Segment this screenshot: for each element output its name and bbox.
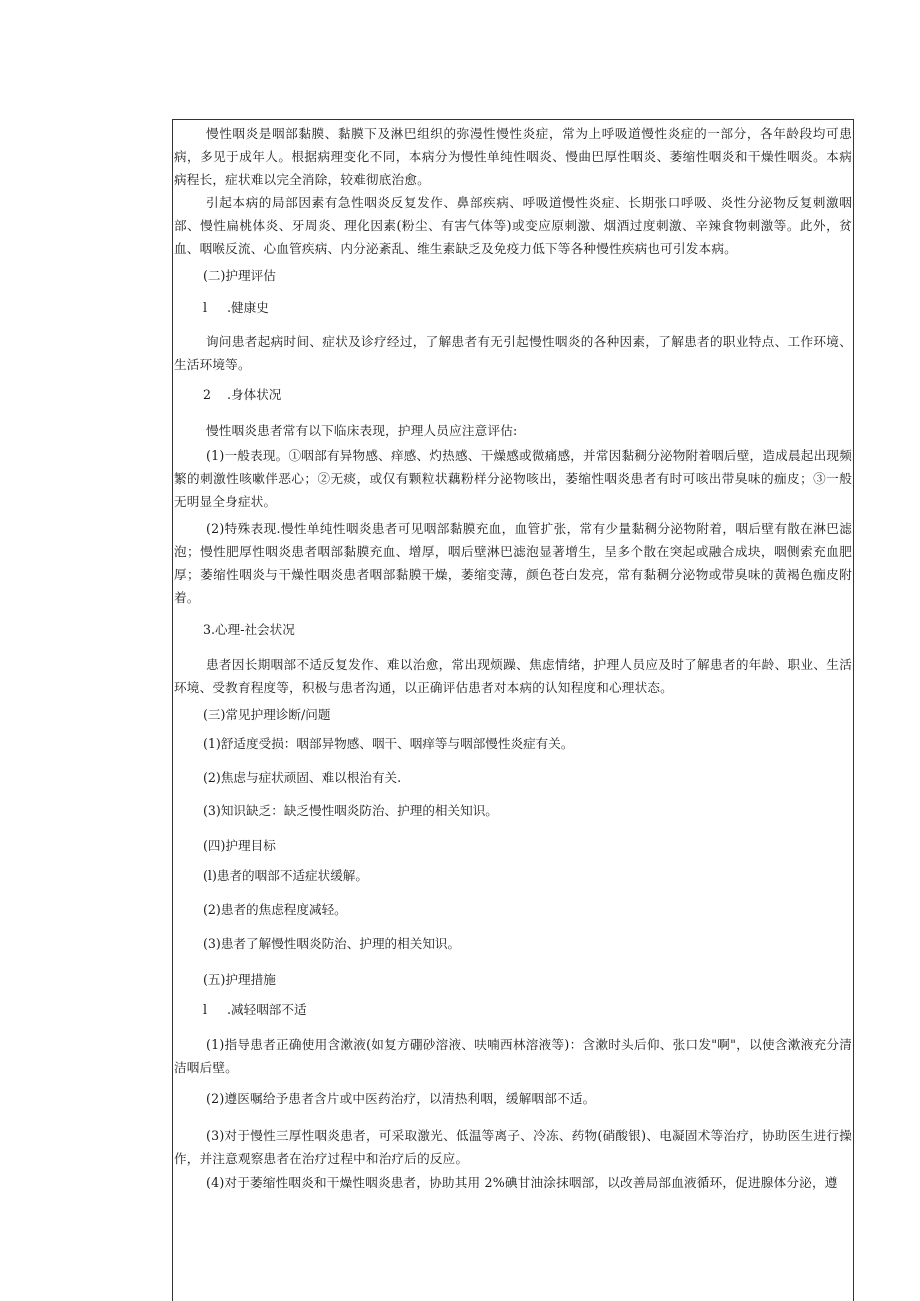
paragraph-intro: 慢性咽炎是咽部黏膜、黏膜下及淋巴组织的弥漫性慢性炎症，常为上呼吸道慢性炎症的一部分，各年龄段均可患病，多见于成年人。根据病理变化不同，本病分为慢性单纯性咽炎、慢曲巴厚性咽炎、萎缩性咽炎和干燥性咽炎。本病病程长，症状难以完全消除，较难彻底治愈。	[174, 126, 852, 187]
paragraph-special-signs: (2)特殊表现.慢性单纯性咽炎患者可见咽部黏膜充血，血管扩张，常有少量黏稠分泌物附着，咽后壁有散在淋巴滤泡；慢性肥厚性咽炎患者咽部黏膜充血、增厚，咽后壁淋巴滤泡显著增生，呈多个散在突起或融合成块，咽侧索充血肥厚；萎缩性咽炎与干燥性咽炎患者咽部黏膜干燥，萎缩变薄，颜色苍白发亮，常有黏稠分泌物或带臭味的黄褐色痂皮附着。	[174, 521, 852, 605]
diagnosis-item: (3)知识缺乏：缺乏慢性咽炎防治、护理的相关知识。	[203, 803, 498, 818]
heading-nursing-measures: (五)护理措施	[203, 972, 276, 987]
measure-item: (2)遵医嘱给予患者含片或中医药治疗，以清热利咽，缓解咽部不适。	[206, 1091, 596, 1106]
paragraph-causes: 引起本病的局部因素有急性咽炎反复发作、鼻部疾病、呼吸道慢性炎症、长期张口呼吸、炎性分泌物反复刺激咽部、慢性扁桃体炎、牙周炎、理化因素(粉尘、有害气体等)或变应原刺激、烟酒过度刺激、辛辣食物刺激等。此外，贫血、咽喉反流、心血管疾病、内分泌紊乱、维生素缺乏及免疫力低下等各种慢性疾病也可引发本病。	[174, 195, 852, 256]
heading-nursing-goals: (四)护理目标	[203, 838, 276, 853]
heading-psychosocial: 3.心理-社会状况	[203, 622, 295, 637]
heading-physical-status	[203, 383, 281, 406]
diagnosis-item: (1)舒适度受损：咽部异物感、咽干、咽痒等与咽部慢性炎症有关。	[203, 736, 574, 751]
heading-nursing-diagnosis: (三)常见护理诊断/问题	[203, 707, 331, 722]
goal-item: (2)患者的焦虑程度减轻。	[203, 902, 347, 917]
diagnosis-item: (2)焦虑与症状顽固、难以根治有关.	[203, 770, 402, 785]
heading-number: 2	[203, 387, 212, 402]
paragraph-history: 询问患者起病时间、症状及诊疗经过，了解患者有无引起慢性咽炎的各种因素，了解患者的职业特点、工作环境、生活环境等。	[174, 334, 852, 372]
heading-text: .健康史	[227, 300, 269, 315]
measure-item: (1)指导患者正确使用含漱液(如复方硼砂溶液、呋喃西林溶液等)：含漱时头后仰、张口发"啊"，以使含漱液充分清洁咽后壁。	[174, 1037, 852, 1075]
heading-number: l	[203, 300, 208, 315]
heading-number: l	[203, 1002, 208, 1017]
heading-text: .身体状况	[227, 387, 282, 402]
paragraph-psychosocial: 患者因长期咽部不适反复发作、难以治愈，常出现烦躁、焦虑情绪，护理人员应及时了解患者的年龄、职业、生活环境、受教育程度等，积极与患者沟通，以正确评估患者对本病的认知程度和心理状态。	[174, 657, 852, 695]
measure-item: (4)对于萎缩性咽炎和干燥性咽炎患者，协助其用 2%碘甘油涂抹咽部，以改善局部血液循环，促进腺体分泌，遵	[206, 1175, 838, 1190]
goal-item: (3)患者了解慢性咽炎防治、护理的相关知识。	[203, 936, 461, 951]
heading-health-history	[203, 296, 269, 319]
heading-text: .减轻咽部不适	[227, 1002, 307, 1017]
paragraph-general-signs: (1)一般表现。①咽部有异物感、痒感、灼热感、干燥感或微痛感，并常因黏稠分泌物附着咽后壁，造成晨起出现频繁的刺激性咳嗽伴恶心；②无痰，或仅有颗粒状藕粉样分泌物咳出，萎缩性咽炎患者有时可咳出带臭味的痂皮；③一般无明显全身症状。	[174, 448, 852, 509]
goal-item: (l)患者的咽部不适症状缓解。	[203, 868, 368, 883]
heading-nursing-assessment: (二)护理评估	[203, 268, 276, 283]
paragraph-clinical-intro: 慢性咽炎患者常有以下临床表现，护理人员应注意评估:	[206, 423, 518, 438]
heading-relieve-discomfort	[203, 998, 307, 1021]
measure-item: (3)对于慢性三厚性咽炎患者，可采取激光、低温等离子、冷冻、药物(硝酸银)、电凝固术等治疗，协助医生进行操作，并注意观察患者在治疗过程中和治疗后的反应。	[174, 1128, 852, 1166]
